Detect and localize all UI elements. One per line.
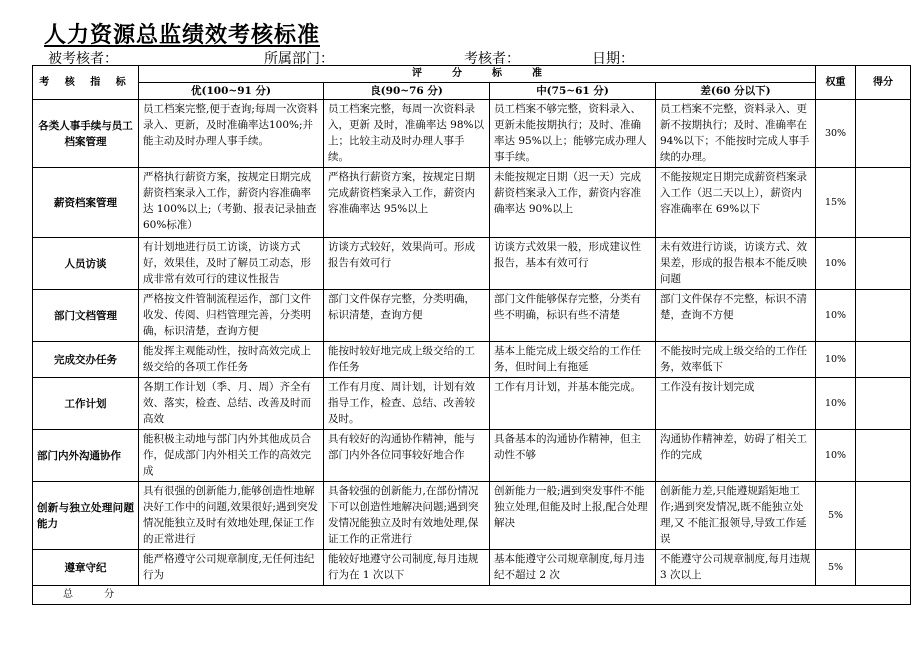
grade-excellent-header: 优(100~91 分) bbox=[139, 83, 324, 100]
poor-cell: 工作没有按计划完成 bbox=[656, 378, 816, 430]
excellent-cell: 能严格遵守公司规章制度,无任何违纪行为 bbox=[139, 550, 324, 586]
table-row bbox=[33, 168, 911, 238]
indicator-cell: 薪资档案管理 bbox=[33, 168, 139, 238]
poor-cell: 部门文件保存不完整，标识不清楚，查询不方便 bbox=[656, 290, 816, 342]
assessee-label: 被考核者： bbox=[48, 51, 118, 67]
indicator-cell: 遵章守纪 bbox=[33, 550, 139, 586]
weight-cell: 10% bbox=[816, 378, 856, 430]
good-cell: 具备较强的创新能力,在部份情况下可以创造性地解决问题;遇到突发情况能独立及时有效地处理,保证工作的正常进行 bbox=[324, 482, 490, 550]
poor-cell: 员工档案不完整，资料录入、更新不按期执行；及时、准确率在 94%以下；不能按时完成人事手续的办理。 bbox=[656, 100, 816, 168]
poor-cell: 未有效进行访谈，访谈方式、效果差，形成的报告根本不能反映问题 bbox=[656, 238, 816, 290]
excellent-cell: 员工档案完整,便于查询;每周一次资料录入、更新，及时准确率达100%;并能主动及时办理人事手续。 bbox=[139, 100, 324, 168]
page-title: 人力资源总监绩效考核标准 bbox=[44, 23, 321, 48]
indicator-header: 考 核 指 标 bbox=[33, 66, 139, 100]
medium-cell: 基本上能完成上级交给的工作任务，但时间上有拖延 bbox=[490, 342, 656, 378]
weight-cell: 5% bbox=[816, 550, 856, 586]
excellent-cell: 严格执行薪资方案，按规定日期完成薪资档案录入工作，薪资内容准确率达 100%以上;（考勤、报表记录抽查 60%标准） bbox=[139, 168, 324, 238]
indicator-cell: 部门内外沟通协作 bbox=[33, 430, 139, 482]
medium-cell: 基本能遵守公司规章制度,每月违纪不超过 2 次 bbox=[490, 550, 656, 586]
medium-cell: 工作有月计划，并基本能完成。 bbox=[490, 378, 656, 430]
medium-cell: 未能按规定日期（迟一天）完成薪资档案录入工作，薪资内容准确率达 90%以上 bbox=[490, 168, 656, 238]
date-label: 日期： bbox=[592, 51, 634, 67]
good-cell: 具有较好的沟通协作精神，能与部门内外各位同事较好地合作 bbox=[324, 430, 490, 482]
score-cell[interactable] bbox=[856, 378, 911, 430]
good-cell: 能较好地遵守公司制度,每月违规行为在 1 次以下 bbox=[324, 550, 490, 586]
score-cell[interactable] bbox=[856, 100, 911, 168]
poor-cell: 创新能力差,只能遵规蹈矩地工作;遇到突发情况,既不能独立处理,又 不能汇报领导,导致工作延误 bbox=[656, 482, 816, 550]
weight-header: 权重 bbox=[816, 66, 856, 100]
score-cell[interactable] bbox=[856, 342, 911, 378]
poor-cell: 不能遵守公司规章制度,每月违规 3 次以上 bbox=[656, 550, 816, 586]
medium-cell: 访谈方式效果一般，形成建议性报告，基本有效可行 bbox=[490, 238, 656, 290]
indicator-cell: 创新与独立处理问题能力 bbox=[33, 482, 139, 550]
table-row bbox=[33, 342, 911, 378]
score-cell[interactable] bbox=[856, 430, 911, 482]
poor-cell: 不能按时完成上级交给的工作任务，效率低下 bbox=[656, 342, 816, 378]
indicator-cell: 人员访谈 bbox=[33, 238, 139, 290]
score-cell[interactable] bbox=[856, 238, 911, 290]
excellent-cell: 具有很强的创新能力,能够创造性地解决好工作中的问题,效果很好;遇到突发情况能独立及时有效地处理,保证工作的正常进行 bbox=[139, 482, 324, 550]
poor-cell: 不能按规定日期完成薪资档案录入工作（迟二天以上），薪资内容准确率在 69%以下 bbox=[656, 168, 816, 238]
evaluation-header: 评 分 标 准 bbox=[139, 66, 816, 83]
weight-cell: 10% bbox=[816, 290, 856, 342]
weight-cell: 10% bbox=[816, 238, 856, 290]
score-cell[interactable] bbox=[856, 290, 911, 342]
weight-cell: 5% bbox=[816, 482, 856, 550]
excellent-cell: 能积极主动地与部门内外其他成员合作，促成部门内外相关工作的高效完成 bbox=[139, 430, 324, 482]
table-row bbox=[33, 378, 911, 430]
table-row bbox=[33, 550, 911, 586]
good-cell: 访谈方式较好，效果尚可。形成报告有效可行 bbox=[324, 238, 490, 290]
grade-poor-header: 差(60 分以下) bbox=[656, 83, 816, 100]
indicator-cell: 工作计划 bbox=[33, 378, 139, 430]
info-line bbox=[44, 48, 904, 66]
excellent-cell: 有计划地进行员工访谈，访谈方式好，效果佳，及时了解员工动态，形成非常有效可行的建议性报告 bbox=[139, 238, 324, 290]
indicator-cell: 部门文档管理 bbox=[33, 290, 139, 342]
good-cell: 严格执行薪资方案，按规定日期完成薪资档案录入工作，薪资内容准确率达 95%以上 bbox=[324, 168, 490, 238]
grade-medium-header: 中(75~61 分) bbox=[490, 83, 656, 100]
table-row bbox=[33, 482, 911, 550]
score-cell[interactable] bbox=[856, 550, 911, 586]
score-cell[interactable] bbox=[856, 482, 911, 550]
good-cell: 工作有月度、周计划，计划有效指导工作，检查、总结、改善较及时。 bbox=[324, 378, 490, 430]
medium-cell: 具备基本的沟通协作精神，但主动性不够 bbox=[490, 430, 656, 482]
good-cell: 能按时较好地完成上级交给的工作任务 bbox=[324, 342, 490, 378]
medium-cell: 部门文件能够保存完整，分类有些不明确，标识有些不清楚 bbox=[490, 290, 656, 342]
weight-cell: 10% bbox=[816, 430, 856, 482]
assessment-table bbox=[32, 65, 911, 605]
weight-cell: 30% bbox=[816, 100, 856, 168]
good-cell: 部门文件保存完整，分类明确，标识清楚，查询方便 bbox=[324, 290, 490, 342]
table-row bbox=[33, 290, 911, 342]
medium-cell: 创新能力一般;遇到突发事件不能独立处理,但能及时上报,配合处理解决 bbox=[490, 482, 656, 550]
indicator-cell: 各类人事手续与员工档案管理 bbox=[33, 100, 139, 168]
score-cell[interactable] bbox=[856, 168, 911, 238]
table-row bbox=[33, 430, 911, 482]
department-label: 所属部门： bbox=[264, 51, 334, 67]
weight-cell: 15% bbox=[816, 168, 856, 238]
excellent-cell: 严格按文件管制流程运作，部门文件收发、传阅、归档管理完善，分类明确，标识清楚，查询方便 bbox=[139, 290, 324, 342]
weight-cell: 10% bbox=[816, 342, 856, 378]
assessor-label: 考核者： bbox=[464, 51, 520, 67]
table-row bbox=[33, 238, 911, 290]
excellent-cell: 能发挥主观能动性，按时高效完成上级交给的各项工作任务 bbox=[139, 342, 324, 378]
excellent-cell: 各期工作计划（季、月、周）齐全有效、落实，检查、总结、改善及时而高效 bbox=[139, 378, 324, 430]
total-row bbox=[33, 586, 911, 605]
poor-cell: 沟通协作精神差，妨碍了相关工作的完成 bbox=[656, 430, 816, 482]
table-row bbox=[33, 100, 911, 168]
medium-cell: 员工档案不够完整，资料录入、更新未能按期执行；及时、准确率达 95%以上；能够完成办理人事手续。 bbox=[490, 100, 656, 168]
good-cell: 员工档案完整，每周一次资料录入，更新 及时，准确率达 98%以上；比较主动及时办理人事手续。 bbox=[324, 100, 490, 168]
grade-good-header: 良(90~76 分) bbox=[324, 83, 490, 100]
indicator-cell: 完成交办任务 bbox=[33, 342, 139, 378]
score-header: 得分 bbox=[856, 66, 911, 100]
total-label: 总 分 bbox=[33, 586, 911, 605]
